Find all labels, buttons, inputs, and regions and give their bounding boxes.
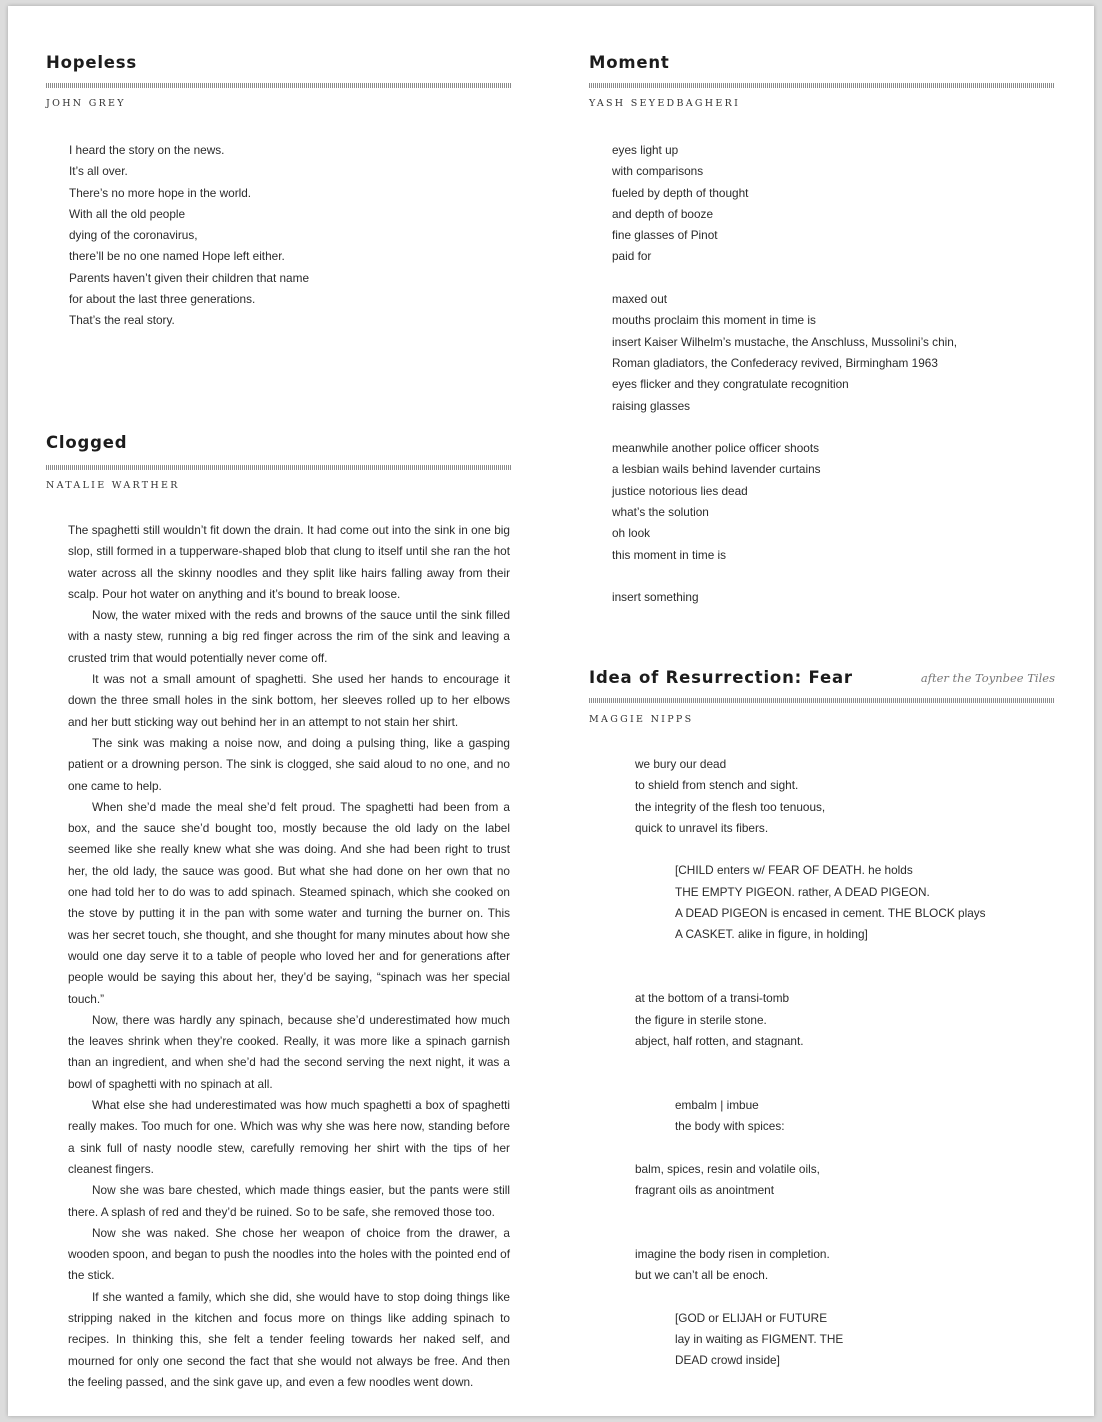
verse-line: mouths proclaim this moment in time is	[612, 313, 816, 328]
verse-line: with comparisons	[612, 164, 704, 179]
verse-line: abject, half rotten, and stagnant.	[635, 1033, 804, 1048]
verse-line: DEAD crowd inside]	[675, 1353, 780, 1368]
verse-line: I heard the story on the news.	[69, 143, 225, 157]
story-paragraph: Now, the water mixed with the reds and browns of the sauce until the sink filled with a nasty stew, running a big red finger across the rim of the sink and leaving a crusted trim that would potentially never come off.	[68, 608, 510, 665]
story-paragraph: The spaghetti still wouldn’t fit down the drain. It had come out into the sink in one big slop, still formed in a tupperware-shaped blob that clung to itself until she ran the hot water across all the skinny noodles and they split like hairs falling away from their scalp. Pour hot water on anything and it’s bound to break loose.	[68, 523, 510, 601]
verse-line: THE EMPTY PIGEON. rather, A DEAD PIGEON.	[675, 884, 930, 899]
poem-hopeless	[46, 52, 512, 352]
verse-line: to shield from stench and sight.	[635, 778, 799, 793]
stanza-break	[635, 1201, 986, 1222]
verse-line: That’s the real story.	[69, 313, 175, 328]
stanza-break	[635, 839, 986, 860]
story-paragraph: When she’d made the meal she’d felt proud. The spaghetti had been from a box, and the sauce she’d bought too, mostly because the old lady on the label seemed like she really knew what she was doing. And she had been right to trust her, the old lady, the sauce was good. But what she had done on her own that no one had told her to do was to add spinach. Steamed spinach, which she cooked on the stove by putting it in the pan with some water and turning the burner on. This was her secret touch, she thought, and she thought for many minutes about how she would one day serve it to a table of people who loved her and for generations after people would be saying this about her, they’d be saying, “spinach was her special touch.”	[68, 799, 510, 1006]
verse-line: but we can’t all be enoch.	[635, 1268, 769, 1283]
verse-line: for about the last three generations.	[69, 292, 256, 307]
poem-epigraph: after the Toynbee Tiles	[920, 671, 1055, 685]
story-paragraph: Now, there was hardly any spinach, because she’d underestimated how much the leaves shrink when they’re cooked. Really, it was more like a spinach garnish than an ingredient, and when she’d had the second serving the next night, it was a bowl of spaghetti with no spinach at all.	[68, 1012, 510, 1091]
verse-line: and depth of booze	[612, 206, 714, 221]
poem-moment	[589, 52, 1055, 612]
stanza-break	[612, 268, 957, 289]
story-paragraph: If she wanted a family, which she did, she would have to stop doing things like stripping naked in the kitchen and focus more on things like adding spinach to recipes. In thinking this, she felt a tender feeling towards her naked self, and mourned for only one second the fact that she would not always be free. And then the feeling passed, and the sink gave up, and even a few noodles went down.	[68, 1289, 510, 1389]
verse-line: at the bottom of a transi-tomb	[635, 991, 790, 1006]
verse-line: [GOD or ELIJAH or FUTURE	[675, 1310, 828, 1325]
story-paragraph: What else she had underestimated was how much spaghetti a box of spaghetti really makes. Too much for one. Which was why she was here now, standing before a sink full of nasty noodle stew, carefully removing her shirt with the tips of her cleanest fingers.	[68, 1098, 510, 1176]
verse-line: imagine the body risen in completion.	[635, 1246, 830, 1261]
verse-line: paid for	[612, 249, 652, 264]
story-paragraph: Now she was naked. She chose her weapon of choice from the drawer, a wooden spoon, and began to push the noodles into the holes with the pointed end of the stick.	[68, 1225, 510, 1283]
verse-line: With all the old people	[69, 206, 186, 221]
poem-idea-of-resurrection	[589, 667, 1055, 1387]
verse-line: raising glasses	[612, 398, 691, 413]
verse-line: lay in waiting as FIGMENT. THE	[675, 1332, 844, 1347]
poem-body	[635, 754, 986, 1372]
verse-line: the integrity of the flesh too tenuous,	[635, 799, 826, 814]
story-paragraph: It was not a small amount of spaghetti. She used her hands to encourage it down the three small holes in the sink bottom, her sleeves rolled up to her elbows and her butt sticking way out behind her in an attempt to not stain her shirt.	[68, 672, 510, 729]
stanza-break	[635, 1223, 986, 1244]
verse-line: fine glasses of Pinot	[612, 228, 718, 243]
stanza-break	[635, 967, 986, 988]
verse-line: we bury our dead	[635, 757, 727, 771]
verse-line: balm, spices, resin and volatile oils,	[635, 1161, 820, 1176]
verse-line: oh look	[612, 526, 651, 541]
verse-line: there’ll be no one named Hope left either.	[69, 249, 285, 264]
verse-line: There’s no more hope in the world.	[69, 185, 252, 200]
stanza-break	[635, 1052, 986, 1073]
story-clogged	[46, 432, 512, 491]
title-divider	[46, 83, 512, 88]
verse-line: meanwhile another police officer shoots	[612, 441, 820, 456]
verse-line: fragrant oils as anointment	[635, 1182, 775, 1197]
story-author: NATALIE WARTHER	[46, 480, 180, 491]
story-title: Clogged	[46, 433, 128, 452]
stanza-break	[635, 1073, 986, 1094]
verse-line: A DEAD PIGEON is encased in cement. THE BLOCK plays	[675, 906, 986, 921]
title-divider	[589, 698, 1055, 703]
stanza-break	[635, 1137, 986, 1158]
verse-line: justice notorious lies dead	[612, 483, 748, 498]
story-paragraph: Now she was bare chested, which made things easier, but the pants were still there. A splash of red and they’d be ruined. So to be safe, she removed those too.	[68, 1183, 510, 1219]
poem-body	[612, 140, 957, 609]
page	[8, 6, 1094, 1416]
verse-line: It’s all over.	[69, 164, 128, 179]
stanza-break	[635, 1286, 986, 1307]
poem-author: JOHN GREY	[46, 98, 126, 109]
stanza-break	[635, 946, 986, 967]
verse-line: the figure in sterile stone.	[635, 1012, 767, 1027]
verse-line: what’s the solution	[612, 505, 709, 520]
verse-line: Parents haven’t given their children that name	[69, 270, 310, 285]
verse-line: [CHILD enters w/ FEAR OF DEATH. he holds	[675, 863, 913, 878]
verse-line: a lesbian wails behind lavender curtains	[612, 462, 821, 477]
verse-line: insert Kaiser Wilhelm’s mustache, the Anschluss, Mussolini’s chin,	[612, 334, 958, 349]
title-divider	[46, 465, 512, 470]
poem-title: Hopeless	[46, 53, 138, 72]
verse-line: this moment in time is	[612, 547, 727, 562]
verse-line: the body with spices:	[675, 1119, 785, 1134]
title-divider	[589, 83, 1055, 88]
verse-line: fueled by depth of thought	[612, 185, 749, 200]
poem-title: Moment	[589, 53, 670, 72]
poem-author: YASH SEYEDBAGHERI	[589, 98, 741, 109]
stanza-break	[612, 417, 957, 438]
verse-line: embalm | imbue	[675, 1097, 759, 1112]
verse-line: eyes light up	[612, 143, 679, 157]
verse-line: Roman gladiators, the Confederacy revived, Birmingham 1963	[612, 355, 938, 370]
stanza-break	[612, 566, 957, 587]
poem-title: Idea of Resurrection: Fear	[589, 668, 853, 687]
verse-line: quick to unravel its fibers.	[635, 820, 769, 835]
poem-author: MAGGIE NIPPS	[589, 714, 694, 725]
verse-line: insert something	[612, 590, 699, 605]
story-body	[68, 520, 510, 1393]
verse-line: maxed out	[612, 292, 668, 307]
poem-body	[69, 140, 309, 332]
story-paragraph: The sink was making a noise now, and doing a pulsing thing, like a gasping patient or a drowning person. The sink is clogged, she said aloud to no one, and no one came to help.	[68, 735, 510, 793]
verse-line: eyes flicker and they congratulate recognition	[612, 377, 849, 392]
verse-line: A CASKET. alike in figure, in holding]	[675, 927, 868, 942]
verse-line: dying of the coronavirus,	[69, 228, 198, 243]
